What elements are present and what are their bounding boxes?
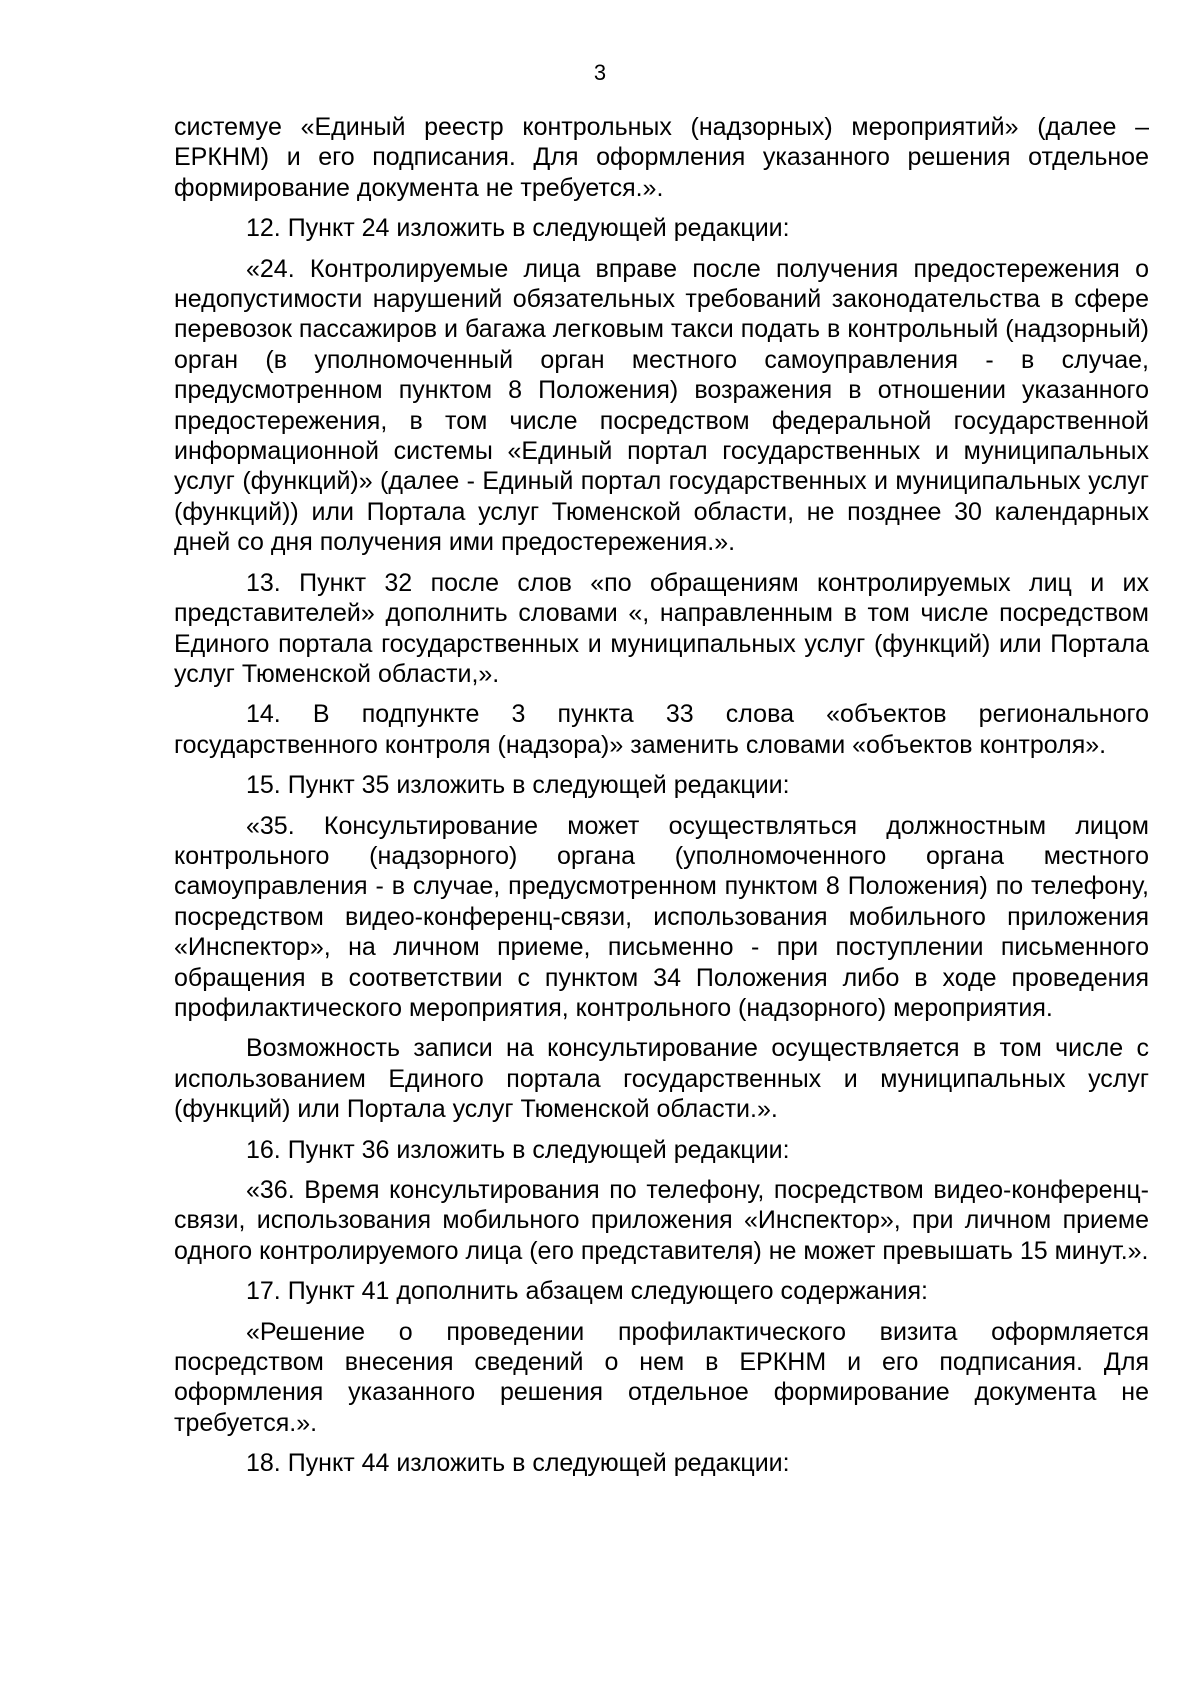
paragraph-item-17: 17. Пункт 41 дополнить абзацем следующего содержания:: [246, 1277, 928, 1306]
paragraph-quote-41: «Решение о проведении профилактического визита оформляется посредством внесения сведений о нем в ЕРКНМ и его подписания. Для оформления указанного решения отдельное формирование документа не требуется.».: [174, 1317, 1149, 1437]
paragraph-continuation: системуe «Единый реестр контрольных (надзорных) мероприятий» (далее – ЕРКНМ) и его подписания. Для оформления указанного решения отдельное формирование документа не требуется.».: [174, 113, 1149, 202]
paragraph-item-13: 13. Пункт 32 после слов «по обращениям контролируемых лиц и их представителей» дополнить словами «, направленным в том числе посредством Единого портала государственных и муниципальных услуг (функций) или Портала услуг Тюменской области,».: [174, 568, 1149, 688]
paragraph-item-16: 16. Пункт 36 изложить в следующей редакции:: [246, 1135, 790, 1164]
document-body: [174, 112, 1149, 1489]
paragraph-quote-36: «36. Время консультирования по телефону, посредством видео-конференц-связи, использования мобильного приложения «Инспектор», при личном приеме одного контролируемого лица (его представителя) не может превышать 15 минут.».: [174, 1176, 1149, 1265]
paragraph-item-18: 18. Пункт 44 изложить в следующей редакции:: [246, 1449, 790, 1478]
paragraph-item-14: 14. В подпункте 3 пункта 33 слова «объектов регионального государственного контроля (надзора)» заменить словами «объектов контроля».: [174, 700, 1149, 759]
paragraph-item-12: 12. Пункт 24 изложить в следующей редакции:: [246, 214, 790, 243]
paragraph-quote-35: «35. Консультирование может осуществляться должностным лицом контрольного (надзорного) органа (уполномоченного органа местного самоуправления - в случае, предусмотренном пунктом 8 Положения) по телефону, посредством видео-конференц-связи, использования мобильного приложения «Инспектор», на личном приеме, письменно - при поступлении письменного обращения в соответствии с пунктом 34 Положения либо в ходе проведения профилактического мероприятия, контрольного (надзорного) мероприятия.: [174, 811, 1149, 1022]
paragraph-quote-35-second: Возможность записи на консультирование осуществляется в том числе с использованием Единого портала государственных и муниципальных услуг (функций) или Портала услуг Тюменской области.».: [174, 1034, 1149, 1124]
page-number: 3: [593, 60, 607, 85]
paragraph-quote-24: «24. Контролируемые лица вправе после получения предостережения о недопустимости нарушений обязательных требований законодательства в сфере перевозок пассажиров и багажа легковым такси подать в контрольный (надзорный) орган (в уполномоченный орган местного самоуправления - в случае, предусмотренном пунктом 8 Положения) возражения в отношении указанного предостережения, в том числе посредством федеральной государственной информационной системы «Единый портал государственных и муниципальных услуг (функций)» (далее - Единый портал государственных и муниципальных услуг (функций)) или Портала услуг Тюменской области, не позднее 30 календарных дней со дня получения ими предостережения.».: [174, 254, 1149, 557]
paragraph-item-15: 15. Пункт 35 изложить в следующей редакции:: [246, 771, 790, 800]
